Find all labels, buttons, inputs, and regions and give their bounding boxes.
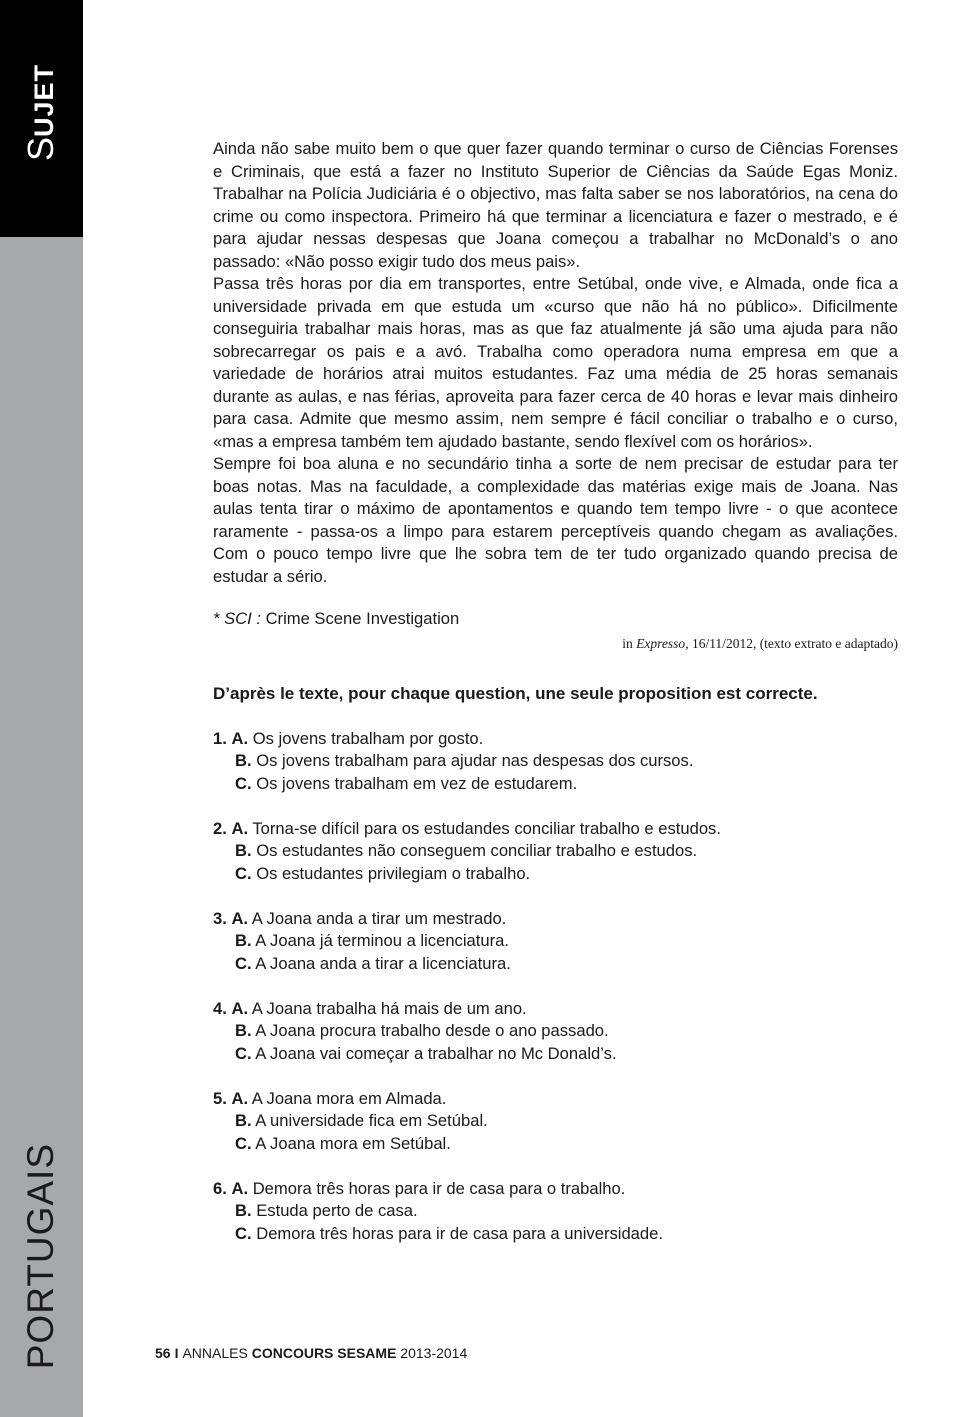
option-text: Torna-se difícil para os estudandes conciliar trabalho e estudos.	[252, 818, 721, 838]
option-letter: B.	[235, 751, 252, 770]
footer-annales: ANNALES	[182, 1345, 248, 1361]
option-letter: C.	[235, 1043, 252, 1063]
option-text: Demora três horas para ir de casa para a universidade.	[256, 1223, 663, 1243]
question-1-option-a	[213, 728, 898, 751]
question-1	[213, 728, 898, 796]
question-number: 4.	[213, 998, 227, 1018]
option-letter: C.	[235, 1223, 252, 1243]
question-5-option-c	[213, 1133, 898, 1156]
option-text: Os estudantes privilegiam o trabalho.	[256, 863, 531, 883]
option-text: Os jovens trabalham em vez de estudarem.	[256, 773, 578, 793]
option-letter: B.	[235, 931, 252, 950]
question-3-option-c	[213, 953, 898, 976]
option-text: A Joana já terminou a licenciatura.	[255, 931, 509, 950]
option-letter: A.	[231, 818, 249, 838]
question-list	[213, 728, 898, 1246]
option-text: A Joana anda a tirar um mestrado.	[251, 908, 507, 928]
question-2-option-a	[213, 818, 898, 841]
text-paragraph-3: Sempre foi boa aluna e no secundário tinha a sorte de nem precisar de estudar para ter boas notas. Mas na faculdade, a complexidade das matérias exige mais de Joana. Nas aulas tenta tirar o máximo de apontamentos e quando tem tempo livre - o que acontece raramente - passa-os a limpo para estarem perceptíveis quando chegam as avaliações. Com o pouco tempo livre que lhe sobra tem de ter tudo organizado quando precisa de estudar a sério.	[213, 454, 898, 586]
question-3	[213, 908, 898, 976]
question-4-option-c	[213, 1043, 898, 1066]
question-4-option-a	[213, 998, 898, 1021]
option-letter: A.	[231, 1088, 249, 1108]
question-6-option-b	[213, 1200, 898, 1223]
option-text: Estuda perto de casa.	[256, 1201, 418, 1220]
instruction: D’après le texte, pour chaque question, une seule proposition est correcte.	[213, 684, 818, 703]
question-5-option-a	[213, 1088, 898, 1111]
option-text: Demora três horas para ir de casa para o trabalho.	[252, 1178, 626, 1198]
option-text: Os jovens trabalham para ajudar nas despesas dos cursos.	[256, 751, 694, 770]
option-text: A Joana mora em Setúbal.	[255, 1133, 451, 1153]
option-letter: C.	[235, 953, 252, 973]
footer-years: 2013-2014	[400, 1345, 468, 1361]
question-number: 1.	[213, 728, 227, 748]
question-6	[213, 1178, 898, 1246]
footnote	[213, 608, 898, 631]
question-number: 5.	[213, 1088, 227, 1108]
source-details: , 16/11/2012, (texto extrato e adaptado)	[685, 635, 898, 651]
question-3-option-a	[213, 908, 898, 931]
page-footer	[155, 1344, 467, 1362]
question-2-option-c	[213, 863, 898, 886]
section-label	[21, 64, 61, 161]
question-4	[213, 998, 898, 1066]
section-label-initial: S	[20, 137, 61, 162]
text-paragraph-1: Ainda não sabe muito bem o que quer fazer quando terminar o curso de Ciências Forenses e Criminais, que está a fazer no Instituto Superior de Ciências da Saúde Egas Moniz. Trabalhar na Polícia Judiciária é o objectivo, mas falta saber se nos laboratórios, na cena do crime ou como inspectora. Primeiro há que terminar a licenciatura e fazer o mestrado, e é para ajudar nessas despesas que Joana começou a trabalhar no McDonald’s o ano passado: «Não posso exigir tudo dos meus pais».	[213, 139, 898, 271]
page-number: 56	[155, 1345, 171, 1361]
question-4-option-b	[213, 1020, 898, 1043]
option-text: A Joana procura trabalho desde o ano passado.	[255, 1021, 609, 1040]
footer-separator: I	[174, 1345, 179, 1361]
main-content	[213, 138, 898, 1268]
question-number: 6.	[213, 1178, 227, 1198]
question-number: 3.	[213, 908, 227, 928]
question-6-option-c	[213, 1223, 898, 1246]
question-5-option-b	[213, 1110, 898, 1133]
option-text: Os estudantes não conseguem conciliar trabalho e estudos.	[256, 841, 698, 860]
question-2	[213, 818, 898, 886]
option-text: A Joana trabalha há mais de um ano.	[251, 998, 527, 1018]
option-letter: B.	[235, 841, 252, 860]
question-5	[213, 1088, 898, 1156]
option-letter: B.	[235, 1021, 252, 1040]
question-number: 2.	[213, 818, 227, 838]
option-text: A Joana vai começar a trabalhar no Mc Donald’s.	[255, 1043, 617, 1063]
question-2-option-b	[213, 840, 898, 863]
option-letter: A.	[231, 1178, 249, 1198]
option-letter: C.	[235, 1133, 252, 1153]
section-label-rest: UJET	[29, 64, 59, 138]
question-6-option-a	[213, 1178, 898, 1201]
option-letter: C.	[235, 863, 252, 883]
footer-concours: CONCOURS SESAME	[251, 1345, 397, 1361]
question-3-option-b	[213, 930, 898, 953]
option-text: A Joana mora em Almada.	[251, 1088, 447, 1108]
footnote-term: * SCI :	[213, 609, 261, 628]
option-text: A universidade fica em Setúbal.	[255, 1111, 488, 1130]
option-letter: A.	[231, 728, 249, 748]
option-letter: A.	[231, 908, 249, 928]
question-1-option-b	[213, 750, 898, 773]
question-1-option-c	[213, 773, 898, 796]
source-citation	[213, 633, 898, 656]
option-letter: C.	[235, 773, 252, 793]
option-letter: B.	[235, 1201, 252, 1220]
option-letter: A.	[231, 998, 249, 1018]
source-prefix: in	[622, 635, 633, 651]
footnote-definition: Crime Scene Investigation	[265, 609, 460, 628]
text-paragraph-2: Passa três horas por dia em transportes, entre Setúbal, onde vive, e Almada, onde fica a universidade privada em que estuda um «curso que não há no público». Dificilmente conseguiria trabalhar mais horas, mas as que faz atualmente já são uma ajuda para não sobrecarregar os pais e a avó. Trabalha como operadora numa empresa em que a variedade de horários atrai muitos estudantes. Faz uma média de 25 horas semanais durante as aulas, e nas férias, aproveita para fazer cerca de 40 horas e levar mais dinheiro para casa. Admite que mesmo assim, nem sempre é fácil conciliar o trabalho e o curso, «mas a empresa também tem ajudado bastante, sendo flexível com os horários».	[213, 274, 898, 451]
source-publication: Expresso	[636, 635, 686, 651]
option-text: Os jovens trabalham por gosto.	[252, 728, 484, 748]
subject-label: PORTUGAIS	[20, 1143, 61, 1370]
option-text: A Joana anda a tirar a licenciatura.	[255, 953, 511, 973]
option-letter: B.	[235, 1111, 252, 1130]
